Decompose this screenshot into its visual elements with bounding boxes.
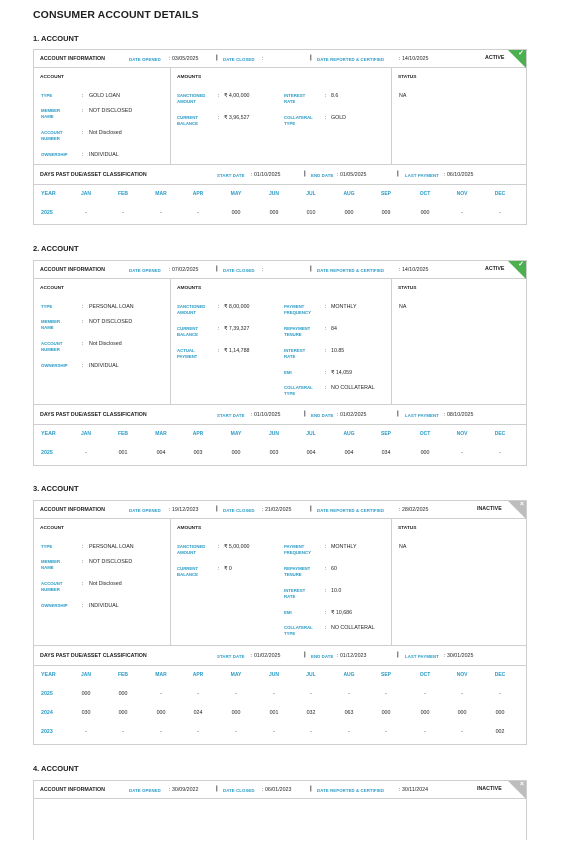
dpd-cell: - <box>160 210 162 216</box>
dpd-cell: - <box>85 729 87 735</box>
amounts-column: AMOUNTS SANCTIONED AMOUNT : ₹ 8,00,000 CURRENT BALANCE : ₹ 7,39,327 ACTUAL PAYMENT : ₹ 1,14,788 PAYMENT FREQUENCY : MONTHLY REPAYMENT TENURE : 84 INTEREST RATE : 10.85 EMI : ₹ 14,059 COLLATERAL TYPE : NO COLLATERAL <box>170 279 391 404</box>
dpd-cell: - <box>499 450 501 456</box>
year-column-header: YEAR <box>41 672 56 678</box>
last-payment-value: : 06/10/2025 <box>444 172 474 178</box>
dpd-cell: 000 <box>344 210 354 216</box>
account-details <box>34 519 526 646</box>
month-header-jun: JUN <box>268 191 279 197</box>
separator: | <box>310 506 312 512</box>
dpd-cell: - <box>310 691 312 697</box>
date-reported-label: DATE REPORTED & CERTIFIED <box>317 267 385 273</box>
dpd-cell: - <box>461 691 463 697</box>
actual-payment-value: ₹ 1,14,788 <box>224 348 250 354</box>
dpd-cell: - <box>499 210 501 216</box>
sanctioned-amount-value: ₹ 5,00,000 <box>224 544 250 550</box>
month-header-dec: DEC <box>494 431 506 437</box>
month-header-jul: JUL <box>306 672 316 678</box>
dpd-cell: 000 <box>420 450 430 456</box>
account-info-header <box>34 501 526 519</box>
check-icon: ✓ <box>518 261 524 268</box>
dpd-cell: - <box>197 210 199 216</box>
page-title: CONSUMER ACCOUNT DETAILS <box>33 9 199 21</box>
account-number-value: Not Disclosed <box>89 130 122 136</box>
dpd-cell: 000 <box>457 710 467 716</box>
dpd-year-row <box>34 204 526 223</box>
dpd-cell: - <box>160 729 162 735</box>
date-opened-label: DATE OPENED <box>129 56 161 62</box>
separator: | <box>310 266 312 272</box>
dpd-cell: 000 <box>495 710 505 716</box>
account-column-title: ACCOUNT <box>40 526 64 531</box>
separator: | <box>216 55 218 61</box>
month-header-jul: JUL <box>306 191 316 197</box>
dpd-cell: - <box>424 691 426 697</box>
date-opened-label: DATE OPENED <box>129 507 161 513</box>
dpd-month-header-row <box>34 425 526 444</box>
dpd-cell: 000 <box>381 710 391 716</box>
month-header-oct: OCT <box>419 431 431 437</box>
date-opened-value: : 30/09/2022 <box>169 787 199 793</box>
dpd-grid <box>34 185 526 223</box>
dpd-cell: - <box>122 729 124 735</box>
amounts-column: AMOUNTS SANCTIONED AMOUNT : ₹ 5,00,000 CURRENT BALANCE : ₹ 0 PAYMENT FREQUENCY : MONTHLY REPAYMENT TENURE : 60 INTEREST RATE : 10.0 EMI : ₹ 10,686 COLLATERAL TYPE : NO COLLATERAL <box>170 519 391 645</box>
status-badge: INACTIVE <box>477 786 502 792</box>
dpd-header <box>34 165 526 185</box>
dpd-cell: 000 <box>231 450 241 456</box>
account-info-title: ACCOUNT INFORMATION <box>40 787 105 793</box>
month-header-sep: SEP <box>380 431 391 437</box>
dpd-cell: 024 <box>193 710 203 716</box>
dpd-title: DAYS PAST DUE/ASSET CLASSIFICATION <box>40 172 147 178</box>
section-title-account-4: 4. ACCOUNT <box>33 764 79 773</box>
dpd-cell: - <box>197 691 199 697</box>
year-column-header: YEAR <box>41 191 56 197</box>
month-header-jan: JAN <box>80 672 91 678</box>
date-closed-label: DATE CLOSED <box>223 267 255 273</box>
dpd-cell: - <box>348 691 350 697</box>
separator: | <box>304 652 306 658</box>
start-date-label: START DATE <box>217 653 245 659</box>
last-payment-value: : 30/01/2025 <box>444 653 474 659</box>
type-value: GOLD LOAN <box>89 93 120 99</box>
separator: | <box>310 786 312 792</box>
emi-value: ₹ 14,059 <box>331 370 353 376</box>
account-column: ACCOUNT TYPE : PERSONAL LOAN MEMBER NAME : NOT DISCLOSED ACCOUNT NUMBER : Not Disclosed OWNERSHIP : INDIVIDUAL <box>40 286 134 369</box>
check-icon: ✓ <box>518 50 524 57</box>
account-card-3 <box>33 500 527 745</box>
month-header-feb: FEB <box>118 191 128 197</box>
collateral-type-value: NO COLLATERAL <box>331 625 375 631</box>
month-header-feb: FEB <box>118 672 128 678</box>
month-header-jun: JUN <box>268 672 279 678</box>
month-header-may: MAY <box>230 672 242 678</box>
dpd-year-row <box>34 685 526 704</box>
dpd-cell: 010 <box>306 210 316 216</box>
month-header-apr: APR <box>192 431 204 437</box>
dpd-cell: - <box>424 729 426 735</box>
start-date-label: START DATE <box>217 172 245 178</box>
month-header-jun: JUN <box>268 431 279 437</box>
type-value: PERSONAL LOAN <box>89 304 134 310</box>
separator: | <box>397 652 399 658</box>
amounts-column-title: AMOUNTS <box>177 286 202 291</box>
account-details <box>34 68 526 165</box>
payment-frequency-value: MONTHLY <box>331 304 357 310</box>
dpd-cell: 000 <box>81 691 91 697</box>
date-closed-label: DATE CLOSED <box>223 56 255 62</box>
interest-rate-value: 8.6 <box>331 93 339 99</box>
end-date-value: : 01/12/2023 <box>337 653 367 659</box>
month-header-nov: NOV <box>456 431 468 437</box>
dpd-title: DAYS PAST DUE/ASSET CLASSIFICATION <box>40 412 147 418</box>
dpd-month-header-row <box>34 185 526 204</box>
dpd-cell: - <box>348 729 350 735</box>
account-card-4 <box>33 780 527 840</box>
dpd-cell: 001 <box>269 710 279 716</box>
dpd-cell: 000 <box>118 691 128 697</box>
dpd-cell: - <box>235 729 237 735</box>
date-closed-value: : <box>262 56 264 62</box>
last-payment-label: LAST PAYMENT <box>405 412 439 418</box>
account-info-header <box>34 50 526 68</box>
dpd-cell: 063 <box>344 710 354 716</box>
start-date-value: : 01/02/2025 <box>251 653 281 659</box>
close-icon: × <box>519 501 524 508</box>
month-header-feb: FEB <box>118 431 128 437</box>
dpd-cell: 009 <box>269 210 279 216</box>
month-header-jan: JAN <box>80 431 91 437</box>
separator: | <box>397 411 399 417</box>
account-info-title: ACCOUNT INFORMATION <box>40 267 105 273</box>
status-badge: INACTIVE <box>477 506 502 512</box>
dpd-cell: 003 <box>193 450 203 456</box>
date-reported-value: : 28/02/2025 <box>399 507 429 513</box>
dpd-year-row <box>34 723 526 742</box>
dpd-year-row <box>34 704 526 723</box>
date-reported-value: : 30/11/2024 <box>399 787 429 793</box>
date-opened-value: : 07/02/2025 <box>169 267 199 273</box>
dpd-cell: 034 <box>381 450 391 456</box>
date-opened-value: : 03/05/2025 <box>169 56 199 62</box>
date-opened-label: DATE OPENED <box>129 267 161 273</box>
dpd-cell: 032 <box>306 710 316 716</box>
dpd-cell: - <box>385 729 387 735</box>
dpd-grid <box>34 666 526 742</box>
date-reported-value: : 14/10/2025 <box>399 267 429 273</box>
end-date-value: : 01/02/2025 <box>337 412 367 418</box>
dpd-year: 2025 <box>41 450 53 456</box>
status-value: NA <box>399 544 407 550</box>
date-opened-value: : 19/12/2023 <box>169 507 199 513</box>
account-info-header <box>34 261 526 279</box>
status-column <box>391 279 526 404</box>
status-value: NA <box>399 304 407 310</box>
dpd-year: 2023 <box>41 729 53 735</box>
account-column-title: ACCOUNT <box>40 286 64 291</box>
amounts-column-title: AMOUNTS <box>177 75 202 80</box>
month-header-mar: MAR <box>155 672 167 678</box>
sanctioned-amount-value: ₹ 4,00,000 <box>224 93 250 99</box>
month-header-nov: NOV <box>456 191 468 197</box>
dpd-cell: 003 <box>269 450 279 456</box>
last-payment-label: LAST PAYMENT <box>405 653 439 659</box>
account-card-2 <box>33 260 527 466</box>
current-balance-value: ₹ 7,39,327 <box>224 326 250 332</box>
end-date-label: END DATE <box>311 172 334 178</box>
dpd-grid <box>34 425 526 463</box>
start-date-value: : 01/10/2025 <box>251 172 281 178</box>
last-payment-value: : 08/10/2025 <box>444 412 474 418</box>
separator: | <box>216 266 218 272</box>
interest-rate-value: 10.0 <box>331 588 342 594</box>
member-name-value: NOT DISCLOSED <box>89 559 133 565</box>
dpd-cell: 002 <box>495 729 505 735</box>
dpd-year: 2024 <box>41 710 53 716</box>
date-closed-value: : 21/02/2025 <box>262 507 292 513</box>
end-date-value: : 01/05/2025 <box>337 172 367 178</box>
separator: | <box>397 171 399 177</box>
section-title-account-3: 3. ACCOUNT <box>33 484 79 493</box>
status-column-title: STATUS <box>398 526 417 531</box>
dpd-cell: 000 <box>156 710 166 716</box>
month-header-nov: NOV <box>456 672 468 678</box>
sanctioned-amount-value: ₹ 8,00,000 <box>224 304 250 310</box>
last-payment-label: LAST PAYMENT <box>405 172 439 178</box>
dpd-cell: - <box>235 691 237 697</box>
current-balance-value: ₹ 3,96,527 <box>224 115 250 121</box>
account-column: ACCOUNT TYPE : PERSONAL LOAN MEMBER NAME : NOT DISCLOSED ACCOUNT NUMBER : Not Disclosed OWNERSHIP : INDIVIDUAL <box>40 526 134 609</box>
dpd-header <box>34 405 526 425</box>
month-header-dec: DEC <box>494 191 506 197</box>
dpd-cell: - <box>461 729 463 735</box>
close-icon: × <box>519 781 524 788</box>
date-reported-value: : 14/10/2025 <box>399 56 429 62</box>
month-header-aug: AUG <box>343 672 355 678</box>
section-title-account-1: 1. ACCOUNT <box>33 34 79 43</box>
month-header-aug: AUG <box>343 431 355 437</box>
dpd-cell: 000 <box>420 210 430 216</box>
month-header-mar: MAR <box>155 431 167 437</box>
dpd-year: 2025 <box>41 691 53 697</box>
ownership-value: INDIVIDUAL <box>89 152 119 158</box>
dpd-cell: - <box>461 450 463 456</box>
repayment-tenure-value: 84 <box>331 326 337 332</box>
account-details <box>34 279 526 405</box>
dpd-title: DAYS PAST DUE/ASSET CLASSIFICATION <box>40 653 147 659</box>
date-opened-label: DATE OPENED <box>129 787 161 793</box>
account-info-header <box>34 781 526 799</box>
amounts-column-title: AMOUNTS <box>177 526 202 531</box>
month-header-oct: OCT <box>419 672 431 678</box>
member-name-value: NOT DISCLOSED <box>89 319 133 325</box>
dpd-cell: 004 <box>344 450 354 456</box>
amounts-column: AMOUNTS SANCTIONED AMOUNT : ₹ 4,00,000 CURRENT BALANCE : ₹ 3,96,527 INTEREST RATE : 8.6 COLLATERAL TYPE : GOLD <box>170 68 391 164</box>
dpd-cell: - <box>273 729 275 735</box>
month-header-apr: APR <box>192 191 204 197</box>
month-header-may: MAY <box>230 431 242 437</box>
separator: | <box>304 171 306 177</box>
dpd-cell: 000 <box>231 710 241 716</box>
dpd-cell: 009 <box>381 210 391 216</box>
account-card-1 <box>33 49 527 225</box>
start-date-label: START DATE <box>217 412 245 418</box>
dpd-cell: - <box>122 210 124 216</box>
payment-frequency-value: MONTHLY <box>331 544 357 550</box>
dpd-cell: - <box>499 691 501 697</box>
month-header-oct: OCT <box>419 191 431 197</box>
status-badge: ACTIVE <box>485 55 505 61</box>
month-header-mar: MAR <box>155 191 167 197</box>
separator: | <box>304 411 306 417</box>
dpd-year: 2025 <box>41 210 53 216</box>
current-balance-value: ₹ 0 <box>224 566 232 572</box>
ownership-value: INDIVIDUAL <box>89 603 119 609</box>
dpd-cell: - <box>85 210 87 216</box>
account-number-value: Not Disclosed <box>89 581 122 587</box>
dpd-cell: 001 <box>118 450 128 456</box>
dpd-cell: 004 <box>306 450 316 456</box>
separator: | <box>216 506 218 512</box>
dpd-cell: - <box>273 691 275 697</box>
member-name-value: NOT DISCLOSED <box>89 108 133 114</box>
collateral-type-value: GOLD <box>331 115 347 121</box>
repayment-tenure-value: 60 <box>331 566 337 572</box>
end-date-label: END DATE <box>311 653 334 659</box>
ownership-value: INDIVIDUAL <box>89 363 119 369</box>
start-date-value: : 01/10/2025 <box>251 412 281 418</box>
status-badge: ACTIVE <box>485 266 505 272</box>
date-reported-label: DATE REPORTED & CERTIFIED <box>317 56 385 62</box>
section-title-account-2: 2. ACCOUNT <box>33 244 79 253</box>
collateral-type-value: NO COLLATERAL <box>331 385 375 391</box>
month-header-dec: DEC <box>494 672 506 678</box>
status-column-title: STATUS <box>398 286 417 291</box>
account-info-title: ACCOUNT INFORMATION <box>40 56 105 62</box>
dpd-cell: 004 <box>156 450 166 456</box>
dpd-cell: 030 <box>81 710 91 716</box>
date-closed-value: : 06/01/2023 <box>262 787 292 793</box>
date-reported-label: DATE REPORTED & CERTIFIED <box>317 787 385 793</box>
dpd-cell: - <box>85 450 87 456</box>
dpd-cell: - <box>160 691 162 697</box>
status-value: NA <box>399 93 407 99</box>
end-date-label: END DATE <box>311 412 334 418</box>
type-value: PERSONAL LOAN <box>89 544 134 550</box>
month-header-may: MAY <box>230 191 242 197</box>
account-column-title: ACCOUNT <box>40 75 64 80</box>
separator: | <box>216 786 218 792</box>
dpd-cell: 000 <box>231 210 241 216</box>
dpd-header <box>34 646 526 666</box>
interest-rate-value: 10.85 <box>331 348 345 354</box>
status-column <box>391 519 526 645</box>
account-info-title: ACCOUNT INFORMATION <box>40 507 105 513</box>
month-header-jan: JAN <box>80 191 91 197</box>
dpd-cell: - <box>461 210 463 216</box>
account-number-value: Not Disclosed <box>89 341 122 347</box>
status-column-title: STATUS <box>398 75 417 80</box>
month-header-apr: APR <box>192 672 204 678</box>
account-column: ACCOUNT TYPE : GOLD LOAN MEMBER NAME : NOT DISCLOSED ACCOUNT NUMBER : Not Disclosed OWNERSHIP : INDIVIDUAL <box>40 75 133 158</box>
month-header-aug: AUG <box>343 191 355 197</box>
dpd-cell: 000 <box>118 710 128 716</box>
year-column-header: YEAR <box>41 431 56 437</box>
date-closed-label: DATE CLOSED <box>223 787 255 793</box>
dpd-cell: - <box>385 691 387 697</box>
date-closed-value: : <box>262 267 264 273</box>
emi-value: ₹ 10,686 <box>331 610 353 616</box>
month-header-sep: SEP <box>380 672 391 678</box>
status-column <box>391 68 526 164</box>
month-header-jul: JUL <box>306 431 316 437</box>
date-closed-label: DATE CLOSED <box>223 507 255 513</box>
dpd-cell: - <box>310 729 312 735</box>
dpd-year-row <box>34 444 526 463</box>
dpd-month-header-row <box>34 666 526 685</box>
dpd-cell: 000 <box>420 710 430 716</box>
separator: | <box>310 55 312 61</box>
dpd-cell: - <box>197 729 199 735</box>
month-header-sep: SEP <box>380 191 391 197</box>
date-reported-label: DATE REPORTED & CERTIFIED <box>317 507 385 513</box>
